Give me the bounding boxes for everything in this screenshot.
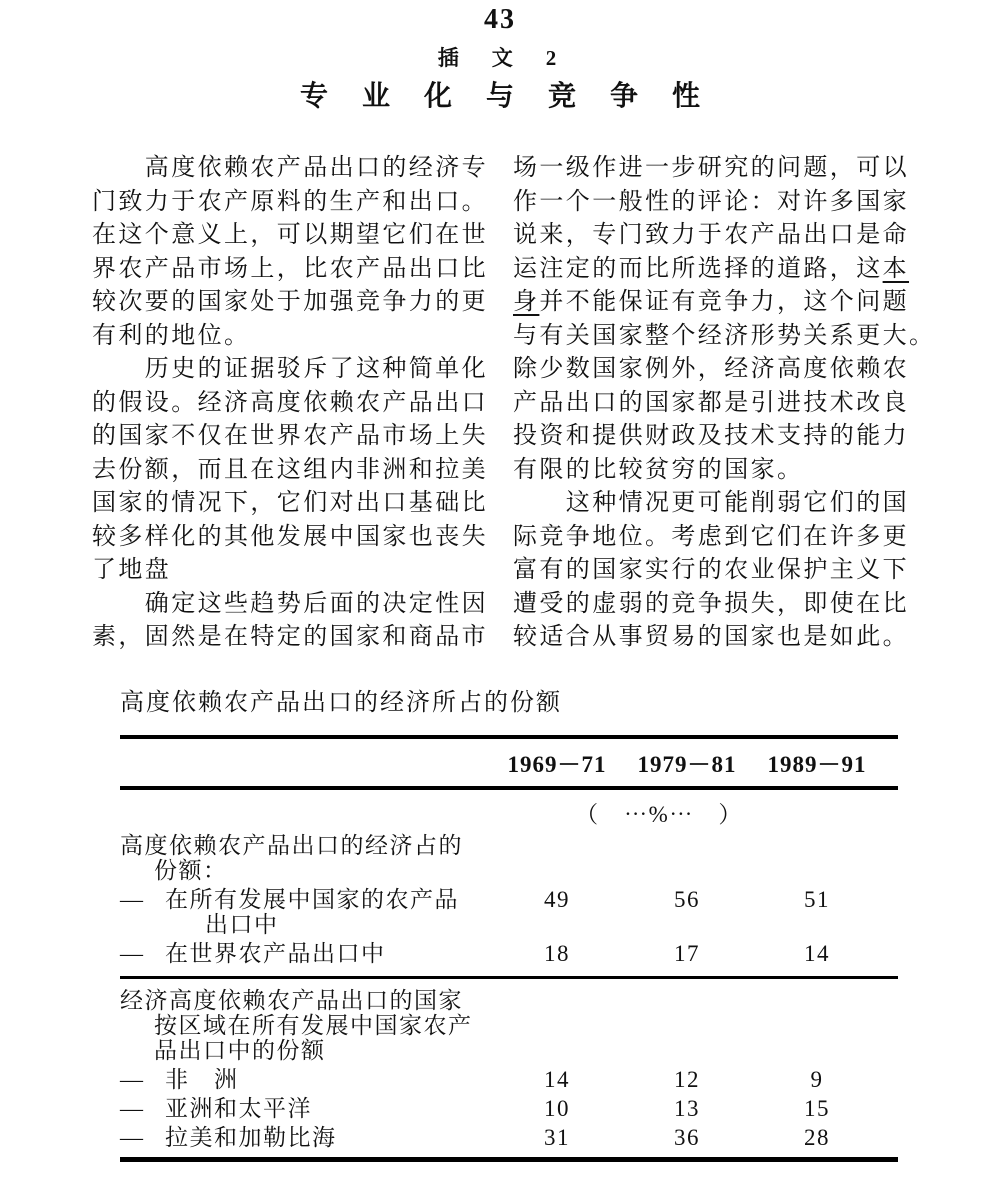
text-line: 富有的国家实行的农业保护主义下 (513, 557, 909, 583)
section-label (120, 988, 898, 1063)
table-row (120, 1096, 898, 1121)
row-value: 56 (674, 887, 700, 912)
text-line (513, 253, 935, 287)
row-dash: — (120, 1067, 145, 1092)
underlined-text: 本 (882, 255, 910, 282)
text-line: 遭受的虚弱的竞争损失，即使在比 (513, 590, 909, 617)
text-line: 说来，专门致力于农产品出口是命 (513, 222, 909, 248)
table-rule-bottom (120, 1157, 898, 1162)
row-label-line: 在世界农产品出口中 (165, 941, 386, 966)
section-label-line: 经济高度依赖农产品出口的国家 (120, 988, 463, 1013)
row-label (165, 941, 492, 966)
text-segment: 并不能保证有竞争力，这个问题 (539, 289, 910, 315)
text-column-left (92, 152, 488, 655)
unit-note-row (120, 802, 898, 828)
row-value: 31 (544, 1125, 570, 1150)
page-number: 43 (484, 4, 516, 35)
statistics-table (120, 688, 898, 1162)
unit-note: （ ⋯%⋯ ） (575, 802, 743, 827)
row-dash: — (120, 1096, 145, 1121)
box-label: 插 文 2 (437, 46, 563, 70)
row-label (165, 1067, 492, 1092)
row-value: 10 (544, 1096, 570, 1121)
section-label (120, 833, 898, 883)
text-line: 在这个意义上，可以期望它们在世 (92, 222, 488, 248)
text-line: 较多样化的其他发展中国家也丧失 (92, 523, 488, 550)
text-line: 的国家不仅在世界农产品市场上失 (92, 423, 488, 449)
underlined-text: 身 (513, 289, 540, 315)
page-title: 专业化与竞争性 (299, 81, 734, 112)
row-label (165, 887, 492, 937)
text-line: 有利的地位。 (92, 322, 251, 349)
row-value: 9 (810, 1067, 824, 1092)
table-rule-header (120, 786, 898, 790)
text-line: 与有关国家整个经济形势关系更大。 (513, 322, 936, 349)
table-header-row (120, 752, 898, 778)
text-line: 界农产品市场上，比农产品出口比 (92, 255, 488, 282)
text-column-right (513, 152, 935, 655)
text-line: 门致力于农产原料的生产和出口。 (92, 188, 488, 215)
text-line: 际竞争地位。考虑到它们在许多更 (513, 523, 909, 550)
text-line: 这种情况更可能削弱它们的国 (513, 490, 909, 516)
text-line: 作一个一般性的评论：对许多国家 (513, 188, 909, 215)
text-line: 较次要的国家处于加强竞争力的更 (92, 289, 488, 315)
table-title: 高度依赖农产品出口的经济所占的份额 (120, 690, 562, 716)
table-row (120, 1125, 898, 1150)
text-line: 素，固然是在特定的国家和商品市 (92, 624, 488, 650)
table-row (120, 1067, 898, 1092)
row-label-line: 非 洲 (165, 1067, 239, 1092)
text-line: 投资和提供财政及技术支持的能力 (513, 423, 909, 449)
row-dash: — (120, 941, 145, 966)
row-value: 15 (804, 1096, 830, 1121)
table-row (120, 941, 898, 966)
row-label (165, 1125, 492, 1150)
row-label-line: 亚洲和太平洋 (165, 1096, 312, 1121)
row-value: 49 (544, 887, 570, 912)
text-line: 有限的比较贫穷的国家。 (513, 456, 804, 483)
row-value: 17 (674, 941, 700, 966)
text-line: 确定这些趋势后面的决定性因 (92, 590, 488, 617)
row-value: 51 (804, 887, 830, 912)
year-column-header: 1979－81 (637, 752, 737, 777)
text-segment: 运注定的而比所选择的道路，这 (513, 255, 883, 282)
section-label-line: 品出口中的份额 (154, 1038, 326, 1063)
row-value: 12 (674, 1067, 700, 1092)
text-line: 国家的情况下，它们对出口基础比 (92, 490, 488, 516)
row-dash: — (120, 1125, 145, 1150)
text-line: 的假设。经济高度依赖农产品出口 (92, 389, 488, 416)
table-section-1 (120, 833, 898, 966)
row-dash: — (120, 887, 145, 912)
row-value: 13 (674, 1096, 700, 1121)
text-line: 了地盘 (92, 557, 172, 583)
table-rule-top (120, 735, 898, 739)
table-rule-middle (120, 976, 898, 979)
year-column-header: 1989－91 (767, 752, 867, 777)
text-line: 产品出口的国家都是引进技术改良 (513, 389, 909, 416)
text-line (513, 286, 935, 320)
row-value: 14 (544, 1067, 570, 1092)
row-value: 28 (804, 1125, 830, 1150)
row-label-line: 在所有发展中国家的农产品 (165, 887, 459, 912)
text-line: 除少数国家例外，经济高度依赖农 (513, 356, 909, 382)
table-section-2 (120, 988, 898, 1150)
text-line: 去份额，而且在这组内非洲和拉美 (92, 456, 488, 483)
row-label (165, 1096, 492, 1121)
text-line: 较适合从事贸易的国家也是如此。 (513, 624, 909, 650)
row-value: 14 (804, 941, 830, 966)
section-label-line: 按区域在所有发展中国家农产 (154, 1013, 473, 1038)
row-label-line: 出口中 (205, 912, 279, 937)
text-line: 历史的证据驳斥了这种简单化 (92, 356, 488, 382)
table-row (120, 887, 898, 937)
row-value: 18 (544, 941, 570, 966)
text-line: 场一级作进一步研究的问题，可以 (513, 155, 909, 181)
row-value: 36 (674, 1125, 700, 1150)
section-label-line: 高度依赖农产品出口的经济占的 (120, 833, 463, 858)
year-column-header: 1969－71 (507, 752, 607, 777)
text-line: 高度依赖农产品出口的经济专 (92, 155, 488, 181)
section-label-line: 份额： (154, 858, 228, 883)
row-label-line: 拉美和加勒比海 (165, 1125, 337, 1150)
